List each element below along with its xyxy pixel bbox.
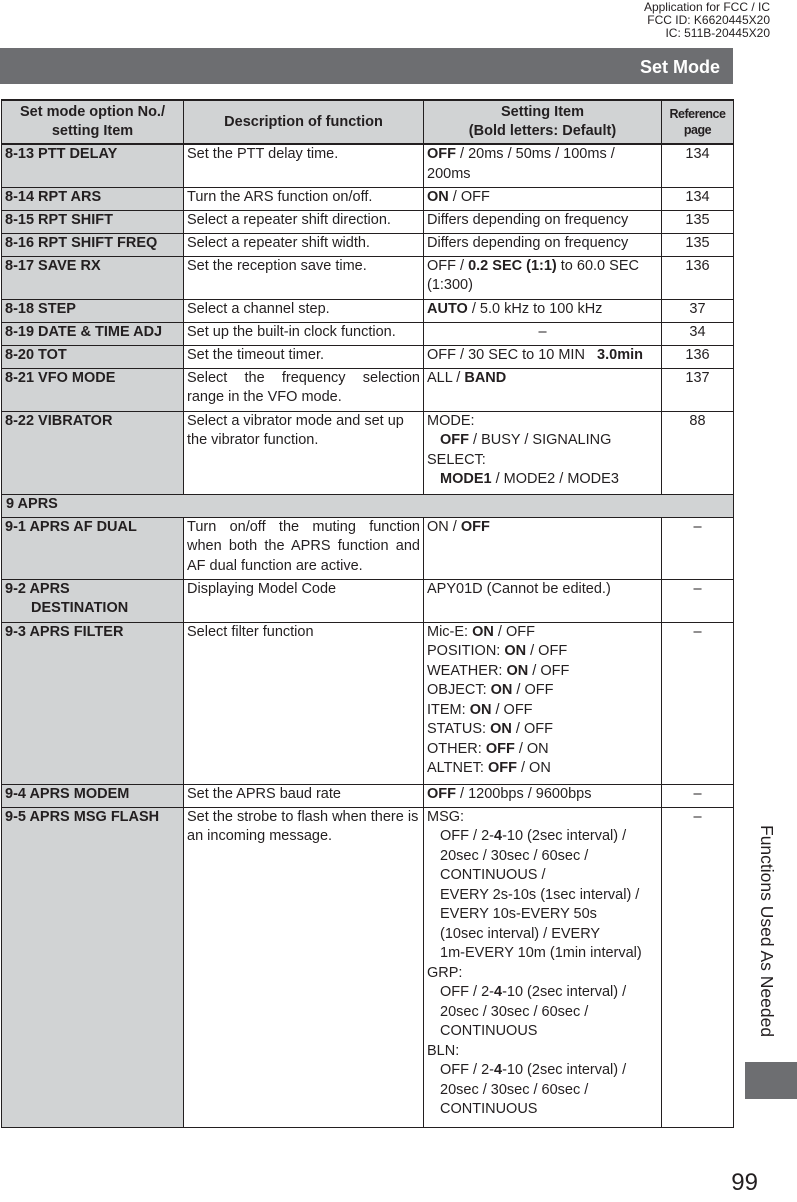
filter-item [427,642,658,662]
setting-line: EVERY 10s-EVERY 50s [440,906,597,922]
table-row [2,784,734,807]
setting-text: OFF / 2- [440,1062,494,1078]
setting-line: 20sec / 30sec / 60sec / [440,1003,589,1020]
setting-text: OFF / 2- [440,984,494,1000]
setting-cell: – [424,322,662,345]
option-cell: 9-5 APRS MSG FLASH [2,807,184,1127]
fcc-header [570,1,770,40]
table-row [2,299,734,322]
description-cell: Set the strobe to flash when there is an incoming message. [184,807,424,1127]
setting-default: 4 [493,984,503,1000]
col-header-description: Description of function [184,100,424,144]
setting-line [427,431,658,451]
setting-default: OFF [487,760,517,776]
table-row [2,233,734,256]
setting-cell [424,345,662,368]
setting-default: BAND [464,369,507,386]
reference-cell: 37 [662,299,734,322]
table-row [2,579,734,622]
description-cell: Set the reception save time. [184,256,424,299]
setting-line: GRP: [427,964,463,981]
reference-cell: 135 [662,210,734,233]
option-cell: 9-4 APRS MODEM [2,784,184,807]
option-cell [2,579,184,622]
filter-item [427,720,658,740]
option-cell: 8-17 SAVE RX [2,256,184,299]
setting-line: MODE: [427,412,475,429]
table-row [2,187,734,210]
option-cell: 8-19 DATE & TIME ADJ [2,322,184,345]
description-cell: Select a repeater shift width. [184,233,424,256]
reference-cell: – [662,807,734,1127]
section-header-bar [0,48,733,84]
filter-item [427,740,658,760]
section-row [2,494,734,517]
setting-default: 0.2 SEC (1:1) [468,257,557,274]
fcc-line-3: IC: 511B-20445X20 [665,26,770,40]
setting-text: OFF / 2- [440,828,494,844]
description-cell: Turn on/off the muting function when both the APRS function and AF dual function are active. [184,517,424,579]
section-title: 9 APRS [2,494,734,517]
setting-default: ON [506,662,529,679]
option-cell: 8-22 VIBRATOR [2,411,184,494]
setting-text: to 60.0 SEC (1:300) [427,257,639,293]
option-line: DESTINATION [31,600,129,616]
setting-cell [424,517,662,579]
setting-default: ON [469,701,492,718]
option-cell: 8-21 VFO MODE [2,368,184,411]
description-cell: Set up the built-in clock function. [184,322,424,345]
reference-cell: 34 [662,322,734,345]
setting-line: MSG: [427,808,465,825]
setting-text: / 20ms / 50ms / 100ms / 200ms [427,146,615,182]
setting-text: / OFF [528,662,570,679]
filter-item [427,662,658,682]
setting-default: ON [490,721,512,737]
option-cell: 8-15 RPT SHIFT [2,210,184,233]
setting-line: (10sec interval) / EVERY [440,925,601,942]
filter-item [427,681,658,701]
col-header-reference [662,100,734,144]
option-cell: 8-13 PTT DELAY [2,144,184,187]
setting-default: 4 [493,1062,503,1078]
filter-item [427,623,658,643]
setting-line [427,1061,658,1081]
page-number: 99 [731,1169,758,1196]
filter-label: ITEM: [427,701,470,718]
setting-text: / 1200bps / 9600bps [456,785,592,802]
setting-line: SELECT: [427,451,486,468]
setting-cell: APY01D (Cannot be edited.) [424,579,662,622]
setting-cell [424,622,662,784]
setting-line: CONTINUOUS / [440,867,546,883]
setting-cell [424,411,662,494]
col-header-setting [424,100,662,144]
description-cell: Select a repeater shift direction. [184,210,424,233]
setting-default: ON [472,623,494,640]
setting-text: -10 (2sec interval) / [502,828,627,844]
reference-cell: 135 [662,233,734,256]
setting-text: / OFF [491,701,533,718]
setting-text: / ON [516,760,551,776]
reference-cell: 137 [662,368,734,411]
description-cell: Set the APRS baud rate [184,784,424,807]
table-row [2,517,734,579]
table-row [2,411,734,494]
description-cell: Set the PTT delay time. [184,144,424,187]
setting-line [427,983,658,1003]
col-header-setting-line2: (Bold letters: Default) [468,123,617,139]
option-cell: 9-1 APRS AF DUAL [2,517,184,579]
setting-line: CONTINUOUS [440,1101,538,1117]
setting-cell [424,256,662,299]
setting-text: / OFF [512,682,554,698]
setting-line: EVERY 2s-10s (1sec interval) / [440,886,640,903]
filter-label: ALTNET: [427,760,488,776]
filter-label: Mic-E: [427,623,473,640]
setting-text: / OFF [493,623,535,640]
setting-default: OFF [427,785,456,802]
table-row [2,807,734,1127]
setting-default: MODE1 [440,471,492,487]
table-row [2,322,734,345]
fcc-line-1: Application for FCC / IC [643,0,770,14]
setting-text: / 5.0 kHz to 100 kHz [467,300,603,317]
setting-text: ON / [427,518,461,535]
side-chapter-tab [745,1062,797,1099]
option-cell: 8-18 STEP [2,299,184,322]
description-cell: Displaying Model Code [184,579,424,622]
setting-line: 20sec / 30sec / 60sec / [440,847,589,864]
reference-cell: – [662,517,734,579]
setting-cell [424,144,662,187]
setting-line: BLN: [427,1042,460,1059]
filter-label: OTHER: [427,740,486,757]
option-cell: 8-16 RPT SHIFT FREQ [2,233,184,256]
filter-item [427,759,658,779]
setting-default: ON [504,643,527,659]
setting-text: OFF / 30 SEC to 10 MIN [427,346,598,363]
setting-text: / BUSY / SIGNALING [469,432,612,448]
filter-label: POSITION: [427,643,505,659]
setting-line: 1m-EVERY 10m (1min interval) [440,945,642,961]
setting-default: 4 [493,828,503,844]
setting-default: OFF [427,146,456,162]
description-cell: Select filter function [184,622,424,784]
setting-text: / OFF [511,721,553,737]
setting-text: OFF / [427,257,469,274]
description-cell: Select a channel step. [184,299,424,322]
setting-line: 20sec / 30sec / 60sec / [440,1081,589,1098]
setting-default: ON [427,188,449,205]
reference-cell: 134 [662,144,734,187]
table-row [2,622,734,784]
reference-cell: 88 [662,411,734,494]
col-header-setting-line1: Setting Item [501,104,584,120]
option-cell: 8-20 TOT [2,345,184,368]
setting-line [427,470,658,490]
table-row [2,210,734,233]
table-row [2,368,734,411]
setting-text: -10 (2sec interval) / [502,1062,627,1078]
setting-default: OFF [440,432,469,448]
setting-cell [424,807,662,1127]
setting-cell: Differs depending on frequency [424,210,662,233]
setting-default: 3.0min [597,346,643,363]
filter-label: WEATHER: [427,662,507,679]
description-cell: Select a vibrator mode and set up the vibrator function. [184,411,424,494]
setting-text: -10 (2sec interval) / [502,984,627,1000]
setting-text: / OFF [448,188,490,205]
col-header-reference-line1: Reference [669,107,726,121]
table-row [2,144,734,187]
page-title: Set Mode [639,57,720,77]
setting-default: OFF [460,518,490,535]
set-mode-table [1,99,734,1128]
table-header-row [2,100,734,144]
setting-text: ALL / [427,369,465,386]
setting-default: ON [490,682,513,698]
filter-label: OBJECT: [427,682,491,698]
reference-cell: – [662,579,734,622]
setting-cell [424,784,662,807]
table-row [2,345,734,368]
description-cell: Turn the ARS function on/off. [184,187,424,210]
option-line: 9-2 APRS [5,580,70,597]
setting-default: OFF [485,740,515,757]
reference-cell: 136 [662,345,734,368]
filter-item [427,701,658,721]
col-header-option: Set mode option No./ setting Item [2,100,184,144]
fcc-line-2: FCC ID: K6620445X20 [647,13,770,27]
reference-cell: – [662,622,734,784]
setting-cell [424,368,662,411]
reference-cell: 136 [662,256,734,299]
setting-text: / OFF [526,643,568,659]
table-row [2,256,734,299]
option-cell: 8-14 RPT ARS [2,187,184,210]
reference-cell: – [662,784,734,807]
setting-default: AUTO [427,300,468,317]
setting-line [427,827,658,847]
setting-cell: Differs depending on frequency [424,233,662,256]
option-cell: 9-3 APRS FILTER [2,622,184,784]
setting-line: CONTINUOUS [440,1023,538,1039]
side-chapter-label: Functions Used As Needed [757,825,777,1038]
setting-text: / MODE2 / MODE3 [491,471,619,487]
setting-cell [424,187,662,210]
reference-cell: 134 [662,187,734,210]
description-cell: Set the timeout timer. [184,345,424,368]
col-header-reference-line2: page [683,123,712,137]
description-cell: Select the frequency selection range in the VFO mode. [184,368,424,411]
filter-label: STATUS: [427,721,491,737]
setting-cell [424,299,662,322]
setting-text: / ON [514,740,549,757]
